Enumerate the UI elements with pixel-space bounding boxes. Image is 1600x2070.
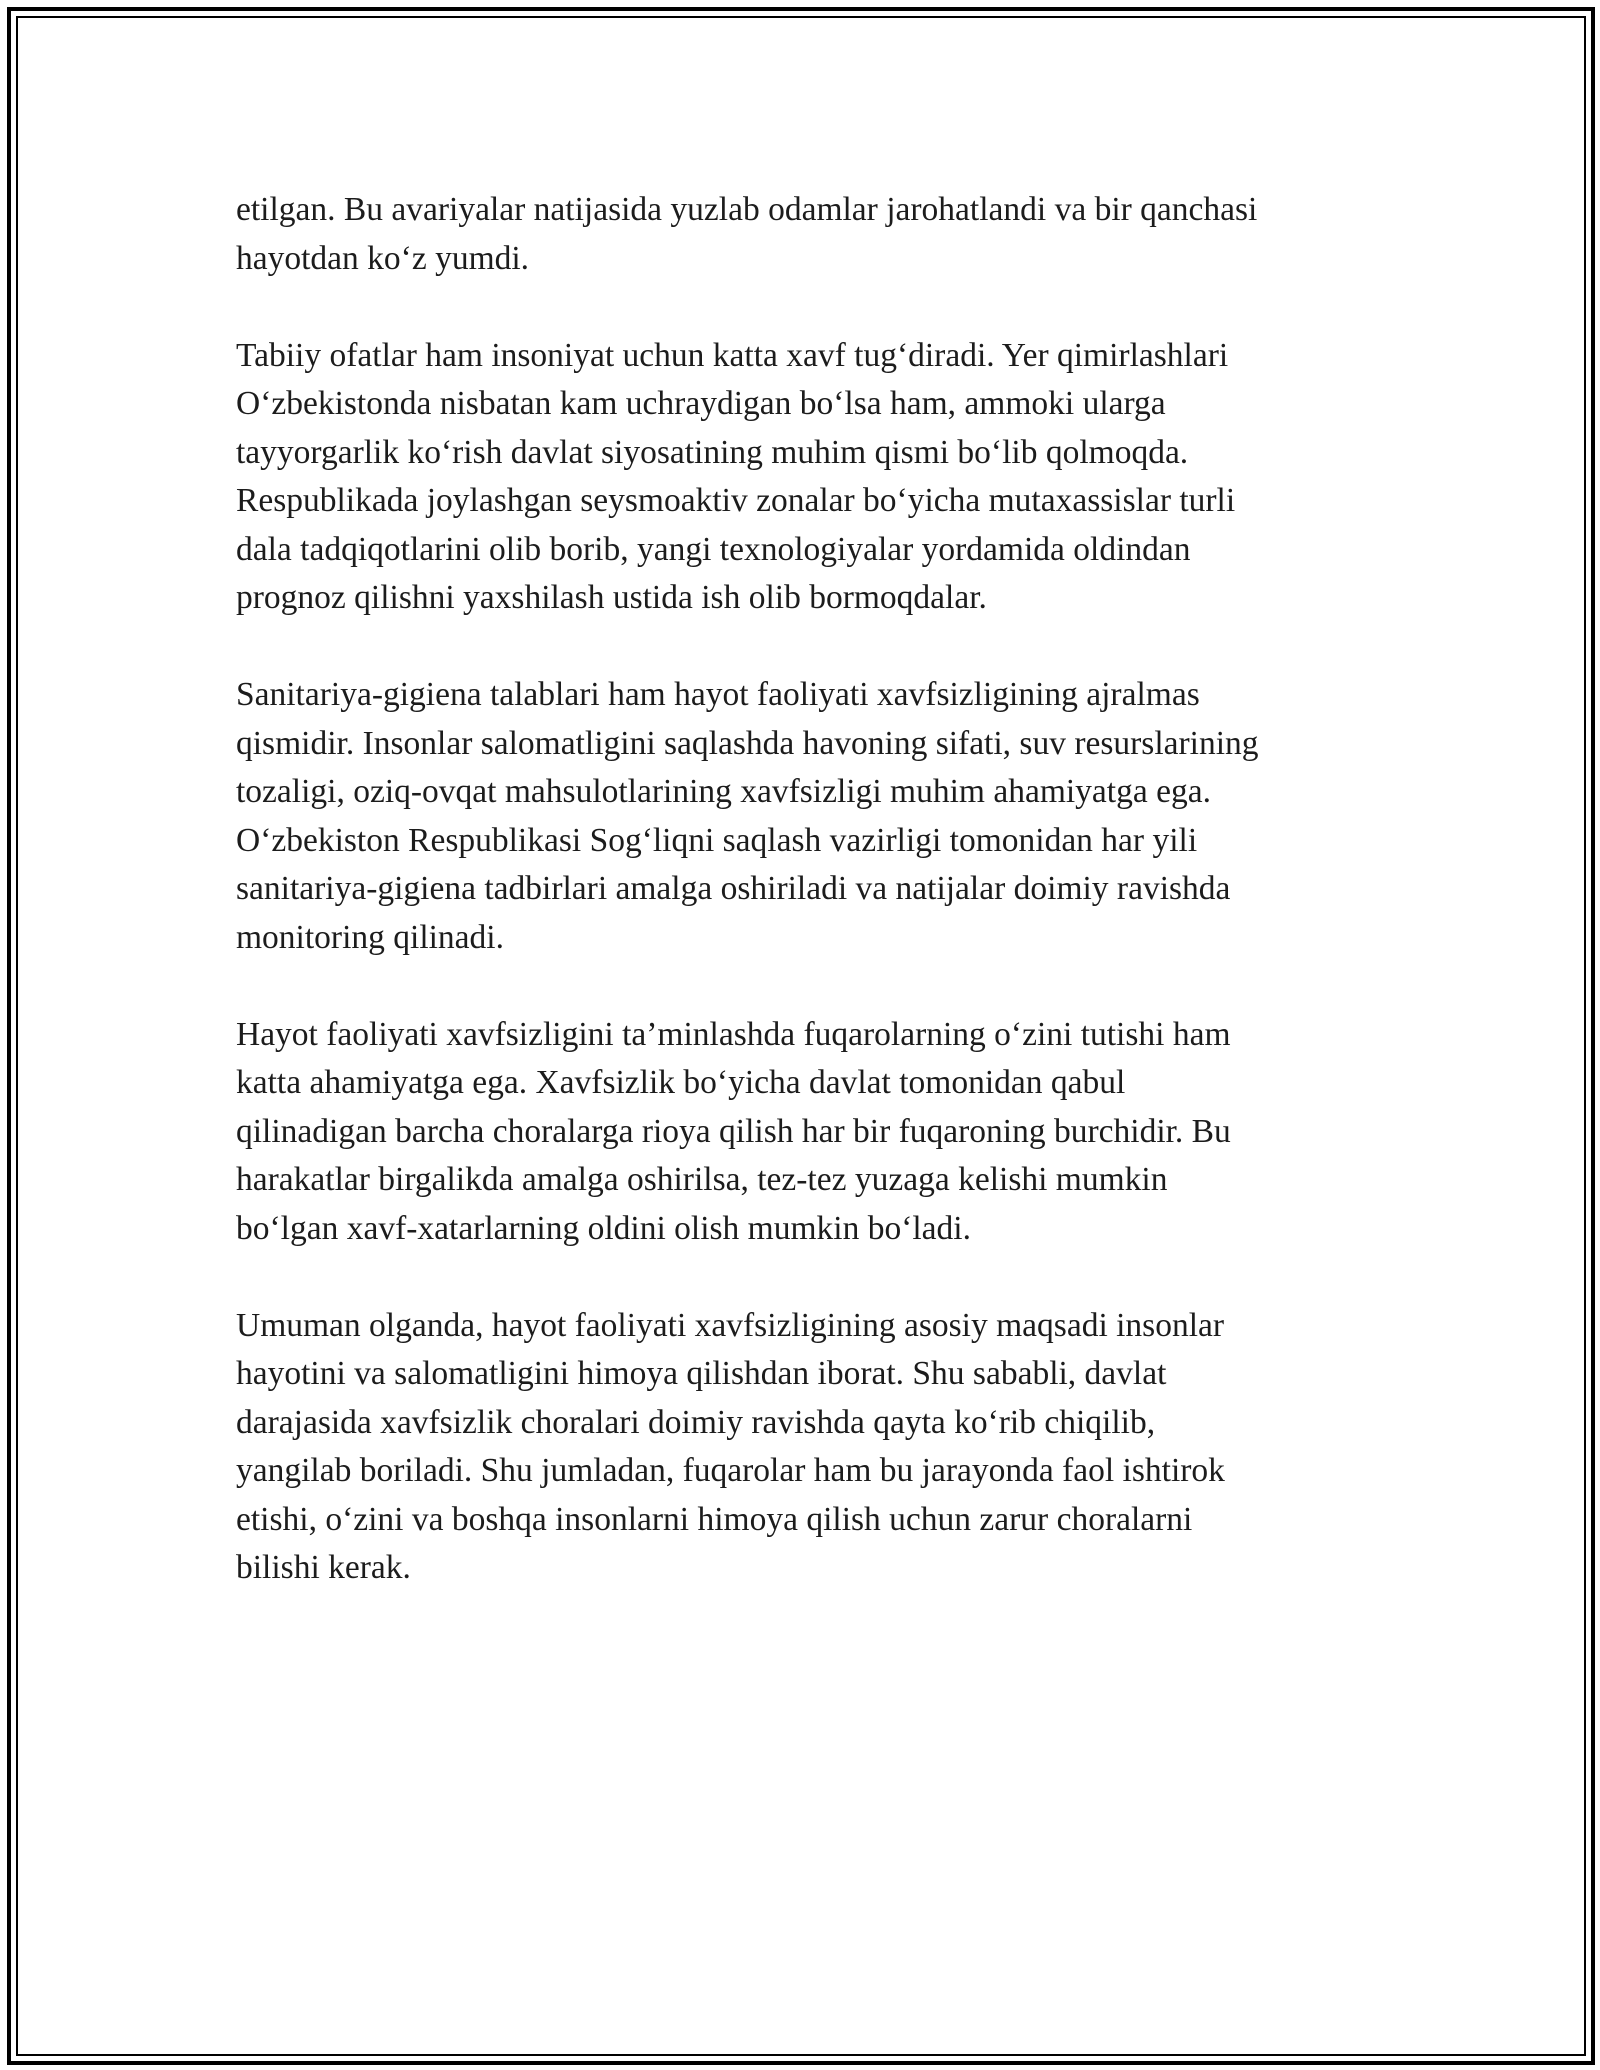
paragraph-line: qilinadigan barcha choralarga rioya qilish har bir fuqaroning burchidir. Bu: [236, 1112, 1231, 1150]
paragraph-line: Umuman olganda, hayot faoliyati xavfsizligining asosiy maqsadi insonlar: [236, 1306, 1225, 1344]
paragraph-line: katta ahamiyatga ega. Xavfsizlik bo‘yicha davlat tomonidan qabul: [236, 1064, 1126, 1101]
paragraph-line: darajasida xavfsizlik choralari doimiy ravishda qayta ko‘rib chiqilib,: [236, 1403, 1156, 1441]
paragraph-line: sanitariya-gigiena tadbirlari amalga oshiriladi va natijalar doimiy ravishda: [236, 870, 1231, 907]
paragraph-2: [236, 332, 1376, 623]
paragraph-line: etishi, o‘zini va boshqa insonlarni himoya qilish uchun zarur choralarni: [236, 1500, 1193, 1538]
paragraph-line: bo‘lgan xavf-xatarlarning oldini olish mumkin bo‘ladi.: [236, 1209, 971, 1247]
paragraph-line: Tabiiy ofatlar ham insoniyat uchun katta xavf tug‘diradi. Yer qimirlashlari: [236, 336, 1229, 374]
paragraph-line: Hayot faoliyati xavfsizligini ta’minlashda fuqarolarning o‘zini tutishi ham: [236, 1015, 1231, 1053]
paragraph-line: prognoz qilishni yaxshilash ustida ish olib bormoqdalar.: [236, 579, 987, 616]
paragraph-line: tayyorgarlik ko‘rish davlat siyosatining muhim qismi bo‘lib qolmoqda.: [236, 433, 1189, 471]
paragraph-line: qismidir. Insonlar salomatligini saqlashda havoning sifati, suv resurslarining: [236, 724, 1259, 762]
document-body: [236, 186, 1376, 1641]
paragraph-3: [236, 671, 1376, 962]
paragraph-5: [236, 1302, 1376, 1593]
paragraph-1: [236, 186, 1376, 283]
paragraph-line: O‘zbekistonda nisbatan kam uchraydigan bo‘lsa ham, ammoki ularga: [236, 385, 1166, 422]
paragraph-line: Sanitariya-gigiena talablari ham hayot faoliyati xavfsizligining ajralmas: [236, 676, 1200, 713]
paragraph-4: [236, 1011, 1376, 1254]
paragraph-line: dala tadqiqotlarini olib borib, yangi texnologiyalar yordamida oldindan: [236, 530, 1191, 568]
paragraph-line: monitoring qilinadi.: [236, 918, 504, 956]
paragraph-line: tozaligi, oziq-ovqat mahsulotlarining xavfsizligi muhim ahamiyatga ega.: [236, 773, 1211, 810]
paragraph-line: harakatlar birgalikda amalga oshirilsa, tez-tez yuzaga kelishi mumkin: [236, 1161, 1168, 1198]
paragraph-line: Respublikada joylashgan seysmoaktiv zonalar bo‘yicha mutaxassislar turli: [236, 482, 1236, 519]
paragraph-line: etilgan. Bu avariyalar natijasida yuzlab odamlar jarohatlandi va bir qanchasi: [236, 191, 1258, 228]
paragraph-line: hayotini va salomatligini himoya qilishdan iborat. Shu sababli, davlat: [236, 1355, 1167, 1392]
paragraph-line: bilishi kerak.: [236, 1549, 411, 1586]
paragraph-line: hayotdan ko‘z yumdi.: [236, 239, 530, 277]
paragraph-line: O‘zbekiston Respublikasi Sog‘liqni saqlash vazirligi tomonidan har yili: [236, 821, 1198, 859]
paragraph-line: yangilab boriladi. Shu jumladan, fuqarolar ham bu jarayonda faol ishtirok: [236, 1452, 1225, 1489]
